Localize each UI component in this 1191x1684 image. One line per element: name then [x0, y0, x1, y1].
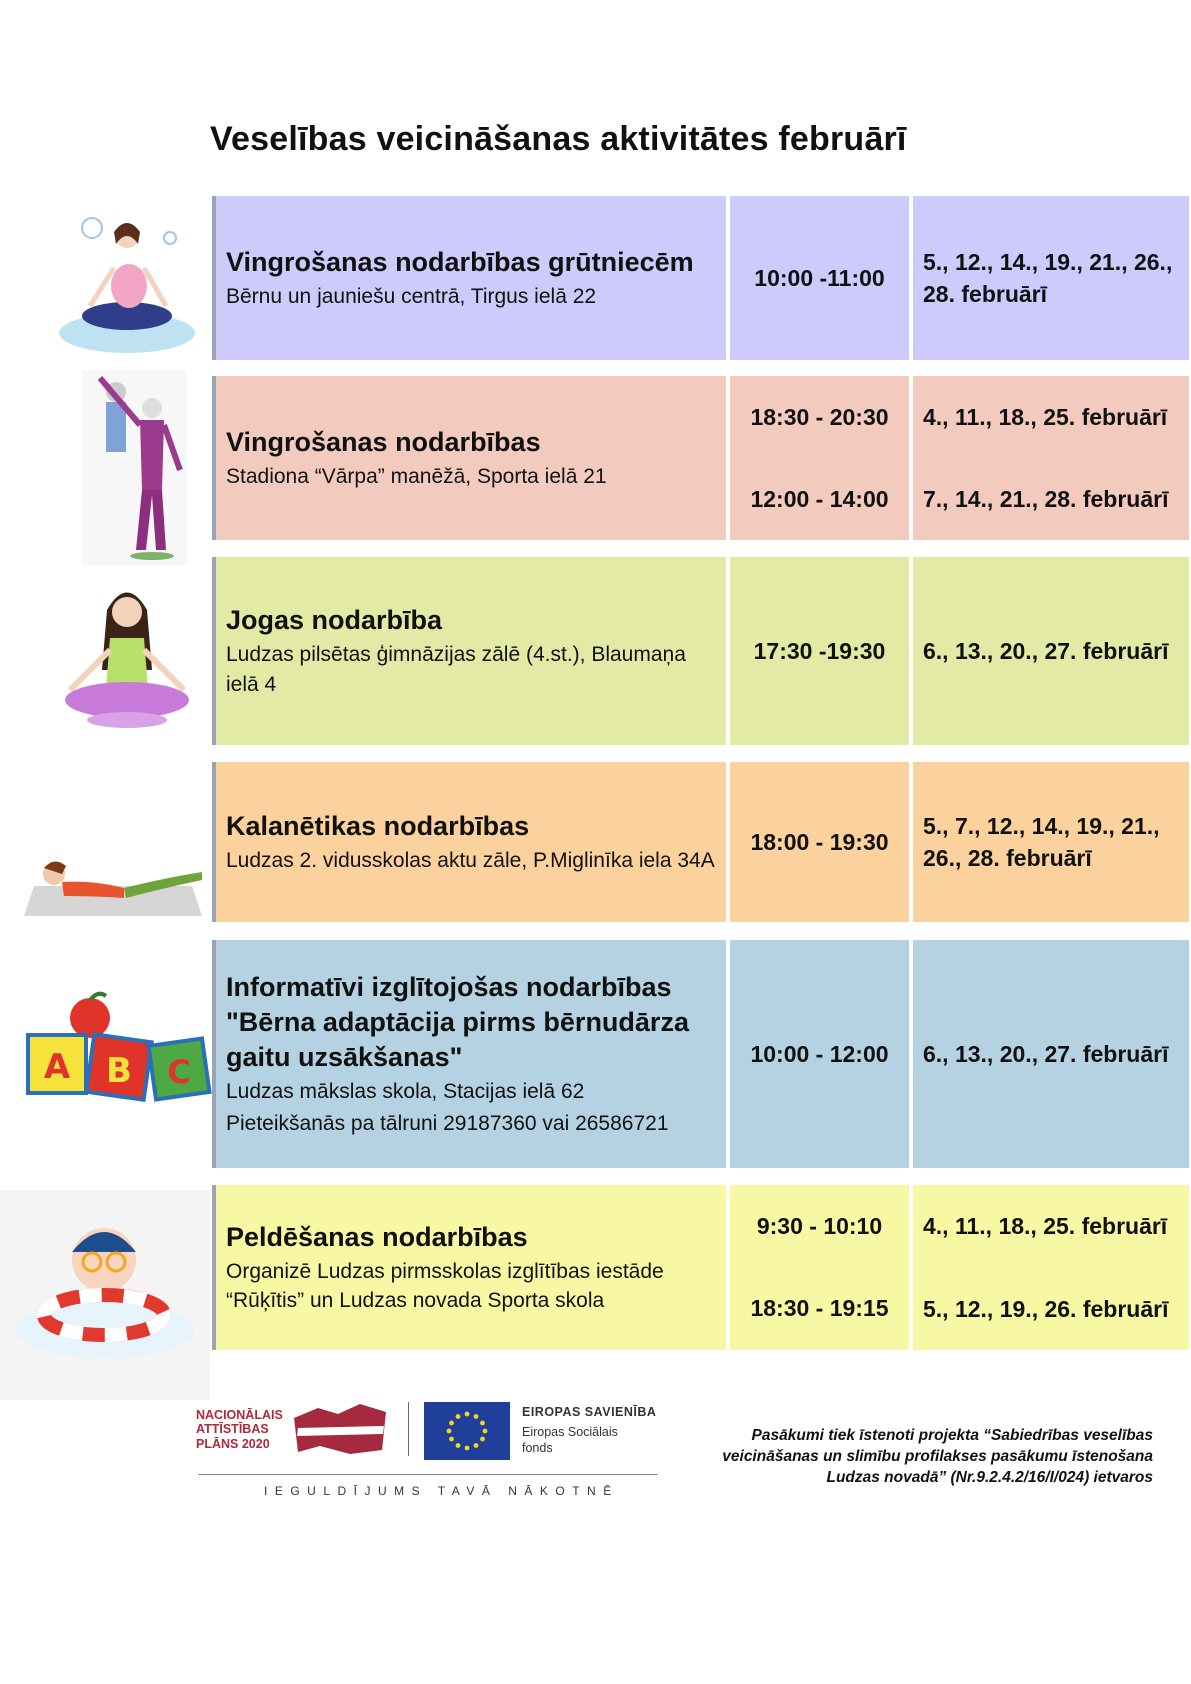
activity-info [212, 940, 726, 1168]
nap-line: NACIONĀLAIS [196, 1408, 283, 1422]
note-line: Pasākumi tiek īstenoti projekta “Sabiedrības veselības [751, 1427, 1153, 1444]
footer-rule [198, 1474, 658, 1475]
nap-2020-logo-text [196, 1408, 283, 1451]
activity-dates [909, 196, 1189, 360]
activity-location: Ludzas mākslas skola, Stacijas ielā 62 [226, 1080, 585, 1104]
activity-row-5 [212, 940, 1189, 1168]
activity-name: Jogas nodarbība [226, 605, 443, 636]
activity-info [212, 762, 726, 922]
activity-date: 5., 12., 14., 19., 21., 26., 28. februārī [923, 248, 1173, 307]
svg-text:A: A [43, 1047, 71, 1087]
activity-phone: Pieteikšanās pa tālruni 29187360 vai 26586721 [226, 1111, 669, 1135]
activity-times [726, 762, 909, 922]
eu-flag-icon [424, 1402, 510, 1460]
activity-date: 7., 14., 21., 28. februārī [923, 485, 1169, 512]
activity-dates [909, 940, 1189, 1168]
activity-time: 18:30 - 19:15 [750, 1295, 889, 1322]
activity-dates [909, 1185, 1189, 1350]
activity-name: Peldēšanas nodarbības [226, 1221, 528, 1252]
activity-row-1 [212, 196, 1189, 360]
activity-location: Bērnu un jauniešu centrā, Tirgus ielā 22 [226, 284, 597, 308]
note-line: veicināšanas un slimību profilakses pasākumu īstenošana [722, 1447, 1153, 1465]
slogan: IEGULDĪJUMS TAVĀ NĀKOTNĒ [264, 1484, 619, 1498]
footer-divider [408, 1402, 409, 1456]
activity-info [212, 376, 726, 540]
activity-times [726, 557, 909, 745]
nap-line: PLĀNS 2020 [196, 1436, 270, 1451]
activity-dates [909, 762, 1189, 922]
meditating-woman-icon [52, 580, 202, 740]
activity-times [726, 376, 909, 540]
activity-date: 4., 11., 18., 25. februārī [923, 1213, 1168, 1240]
activity-info [212, 557, 726, 745]
activity-time: 9:30 - 10:10 [756, 1212, 883, 1239]
activity-location: Organizē Ludzas pirmsskolas izglītības iestāde “Rūķītis” un Ludzas novada Sporta skola [226, 1259, 664, 1313]
activity-time: 17:30 -19:30 [753, 637, 886, 664]
activity-time: 18:00 - 19:30 [750, 828, 889, 855]
activity-row-3 [212, 557, 1189, 745]
svg-text:B: B [106, 1051, 132, 1091]
activity-times [726, 1185, 909, 1350]
activity-location: Ludzas 2. vidusskolas aktu zāle, P.Miglinīka iela 34A [226, 848, 715, 872]
page-title: Veselības veicināšanas aktivitātes februārī [210, 120, 907, 158]
eu-sub-line: fonds [522, 1440, 553, 1455]
elderly-couple-stretching-icon [82, 370, 187, 565]
abc-blocks-apple-icon [18, 990, 214, 1120]
activity-row-2 [212, 376, 1189, 540]
nap-line: ATTĪSTĪBAS [196, 1422, 269, 1437]
activity-time: 18:30 - 20:30 [750, 403, 889, 430]
pregnant-yoga-woman-icon [52, 198, 202, 358]
activity-date: 6., 13., 20., 27. februārī [923, 637, 1169, 664]
activity-info [212, 196, 726, 360]
activity-time: 10:00 - 12:00 [750, 1040, 889, 1067]
activity-time: 10:00 -11:00 [754, 264, 885, 291]
activity-dates [909, 376, 1189, 540]
activity-row-4 [212, 762, 1189, 922]
activity-date: 5., 7., 12., 14., 19., 21., 26., 28. februārī [923, 812, 1160, 871]
activity-location: Stadiona “Vārpa” manēžā, Sporta ielā 21 [226, 464, 607, 488]
activity-row-6 [212, 1185, 1189, 1350]
activity-time: 12:00 - 14:00 [750, 485, 889, 512]
project-note [683, 1426, 1153, 1489]
svg-text:C: C [167, 1053, 191, 1091]
latvia-map-logo [290, 1400, 390, 1458]
activity-times [726, 196, 909, 360]
activity-info [212, 1185, 726, 1350]
activity-name: Vingrošanas nodarbības [226, 426, 541, 457]
child-swimmer-ring-icon [0, 1190, 210, 1400]
activity-date: 5., 12., 19., 26. februārī [923, 1295, 1169, 1322]
activity-date: 4., 11., 18., 25. februārī [923, 403, 1168, 430]
woman-on-mat-exercise-icon [14, 838, 212, 922]
activity-name: Vingrošanas nodarbības grūtniecēm [226, 246, 694, 277]
activity-times [726, 940, 909, 1168]
activity-location: Ludzas pilsētas ģimnāzijas zālē (4.st.), Blaumaņa ielā 4 [226, 643, 686, 696]
eu-subtitle [522, 1425, 618, 1456]
activity-date: 6., 13., 20., 27. februārī [923, 1040, 1169, 1067]
activity-name: Kalanētikas nodarbības [226, 810, 530, 841]
note-line: Ludzas novadā” (Nr.9.2.4.2/16/I/024) ietvaros [826, 1468, 1153, 1486]
activity-name: Informatīvi izglītojošas nodarbības "Bērna adaptācija pirms bērnudārza gaitu uzsākšanas" [226, 971, 689, 1073]
eu-title: EIROPAS SAVIENĪBA [522, 1405, 657, 1419]
activity-dates [909, 557, 1189, 745]
eu-sub-line: Eiropas Sociālais [522, 1425, 618, 1439]
